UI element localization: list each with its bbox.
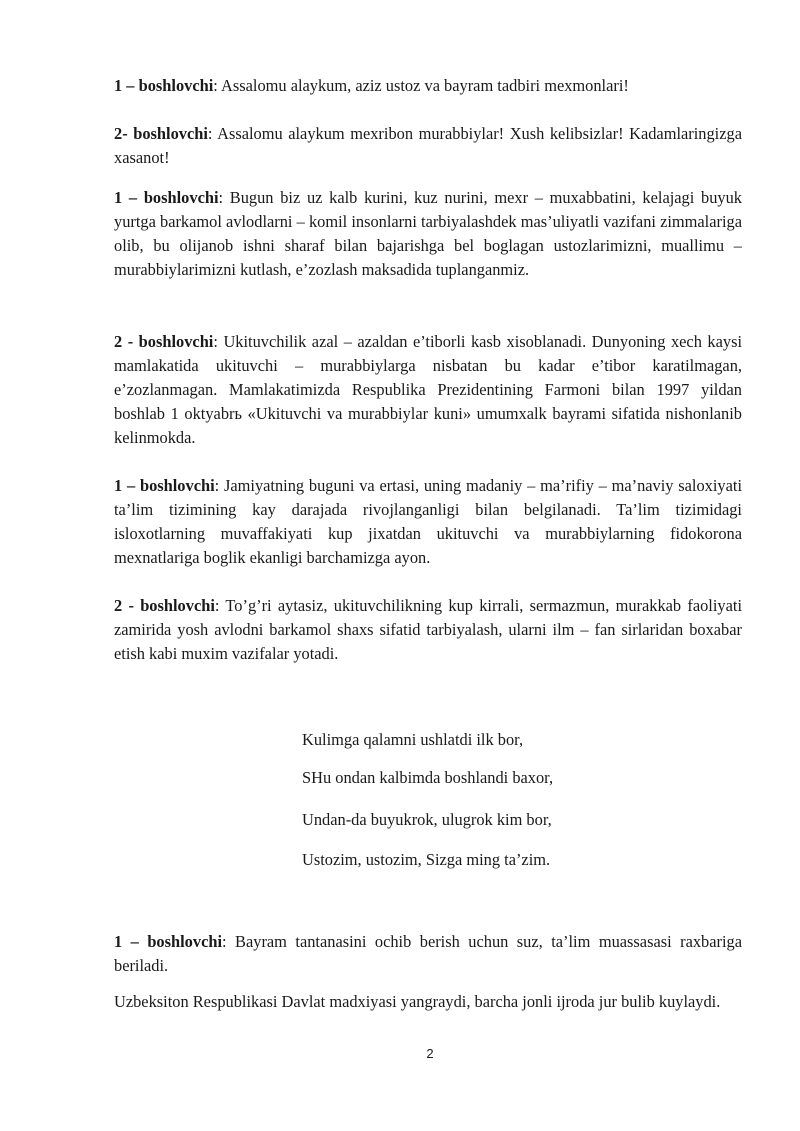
- paragraph-1: [114, 74, 742, 98]
- speaker-label: 1 – boshlovchi: [114, 476, 215, 495]
- poem-line: Undan-da buyukrok, ulugrok kim bor,: [302, 810, 552, 829]
- speaker-label: 1 – boshlovchi: [114, 932, 223, 951]
- paragraph-closing-1: [114, 930, 742, 978]
- speaker-label: 2 - boshlovchi: [114, 596, 215, 615]
- speaker-label: 2- boshlovchi: [114, 124, 208, 143]
- paragraph-text: : Bayram tantanasini ochib berish uchun suz, ta’lim muassasasi raxbariga beriladi.: [114, 932, 743, 975]
- paragraph-text: : To’g’ri aytasiz, ukituvchilikning kup kirrali, sermazmun, murakkab faoliyati zamirida yosh avlodni barkamol shaxs sifatid tarbiyalash, ularni ilm – fan sirlaridan boxabar etish kabi muxim vazifalar yotadi.: [114, 596, 742, 663]
- poem-line: SHu ondan kalbimda boshlandi baxor,: [302, 768, 554, 787]
- paragraph-4: [114, 330, 742, 450]
- page-number: 2: [426, 1046, 434, 1061]
- paragraph-5: [114, 474, 742, 570]
- paragraph-6: [114, 594, 742, 666]
- paragraph-text: : Assalomu alaykum mexribon murabbiylar! Xush kelibsizlar! Kadamlaringizga xasanot!: [114, 124, 742, 167]
- paragraph-3: [114, 186, 742, 282]
- poem-line: Ustozim, ustozim, Sizga ming ta’zim.: [302, 850, 551, 869]
- paragraph-text: Uzbeksiton Respublikasi Davlat madxiyasi yangraydi, barcha jonli ijroda jur bulib kuylaydi.: [114, 992, 721, 1011]
- paragraph-text: : Assalomu alaykum, aziz ustoz va bayram tadbiri mexmonlari!: [213, 76, 629, 95]
- speaker-label: 1 – boshlovchi: [114, 188, 219, 207]
- speaker-label: 1 – boshlovchi: [114, 76, 214, 95]
- speaker-label: 2 - boshlovchi: [114, 332, 214, 351]
- paragraph-text: : Ukituvchilik azal – azaldan e’tiborli kasb xisoblanadi. Dunyoning xech kaysi mamlakatida ukituvchi – murabbiylarga nisbatan bu kadar e’tibor karatilmagan, e’zozlanmagan. Mamlakatimizda Respublika Prezidentining Farmoni bilan 1997 yildan boshlab 1 oktyabrь «Ukituvchi va murabbiylar kuni» umumxalk bayrami sifatida nishonlanib kelinmokda.: [114, 332, 743, 447]
- poem-line: Kulimga qalamni ushlatdi ilk bor,: [302, 730, 524, 749]
- paragraph-closing-2: [114, 990, 742, 1014]
- paragraph-text: : Jamiyatning buguni va ertasi, uning madaniy – ma’rifiy – ma’naviy saloxiyati ta’lim tizimining kay darajada rivojlanganligi bilan belgilanadi. Ta’lim tizimidagi isloxotlarning muvaffakiyati kup jixatdan ukituvchi va murabbiylarning fidokorona mexnatlariga boglik ekanligi barchamizga ayon.: [114, 476, 743, 567]
- paragraph-2: [114, 122, 742, 170]
- paragraph-text: : Bugun biz uz kalb kurini, kuz nurini, mexr – muxabbatini, kelajagi buyuk yurtga barkamol avlodlarni – komil insonlarni tarbiyalashdek mas’uliyatli vazifani zimmalariga olib, bu olijanob ishni sharaf bilan bajarishga bel boglagan ustozlarimizni, muallimu – murabbiylarimizni kutlash, e’zozlash maksadida tuplanganmiz.: [114, 188, 742, 279]
